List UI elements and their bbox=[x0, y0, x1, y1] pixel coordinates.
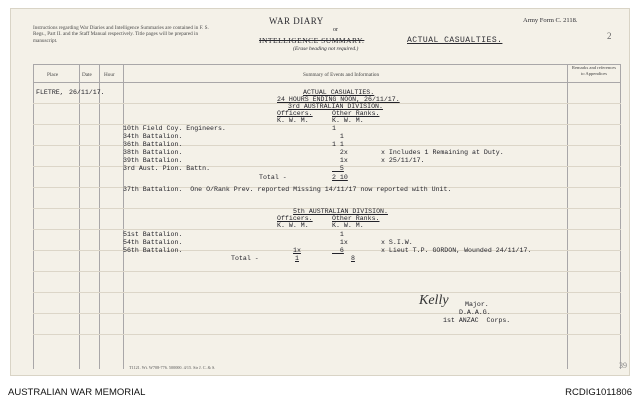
ruled-line bbox=[33, 313, 621, 314]
section1-row-unit: 39th Battalion. bbox=[123, 157, 183, 164]
army-form-label: Army Form C. 2118. bbox=[523, 17, 578, 24]
page-title: WAR DIARY bbox=[269, 16, 324, 26]
section1-row-unit: 10th Field Coy. Engineers. bbox=[123, 125, 226, 132]
signature-rank: Major. bbox=[465, 301, 489, 308]
section2-total-label: Total - bbox=[231, 255, 259, 262]
ruled-line bbox=[33, 166, 621, 167]
column-place: Place bbox=[47, 72, 59, 78]
section1-total-ranks: 2 10 bbox=[332, 174, 348, 181]
diary-page bbox=[10, 8, 630, 376]
section2-row-ranks: 1x bbox=[332, 239, 348, 246]
ruled-line bbox=[33, 124, 621, 125]
column-remarks: Remarks and references to Appendices bbox=[571, 65, 617, 76]
section1-row-ranks: 1x bbox=[332, 157, 348, 164]
missing-note: 37th Battalion. One O/Rank Prev. reported Missing 14/11/17 now reported with Unit. bbox=[123, 186, 452, 193]
struck-title: INTELLIGENCE SUMMARY. bbox=[259, 36, 365, 45]
section2-row-note: x Lieut T.P. GORDON, Wounded 24/11/17. bbox=[381, 247, 532, 254]
section1-officers-label: Officers. bbox=[277, 110, 313, 117]
section1-division: 3rd AUSTRALIAN DIVISION. bbox=[288, 103, 383, 110]
or-text: or bbox=[333, 27, 338, 33]
section1-row-note: x 25/11/17. bbox=[381, 157, 425, 164]
section2-other-ranks-label: Other Ranks. bbox=[332, 215, 380, 222]
section2-row-officers: 1x bbox=[293, 247, 301, 254]
pencil-mark: 2 bbox=[607, 31, 612, 41]
ruled-line bbox=[33, 250, 621, 251]
signature-role: D.A.A.G. bbox=[459, 309, 491, 316]
section1-row-ranks: 1 bbox=[332, 125, 336, 132]
header-top-rule bbox=[33, 64, 621, 65]
section1-kwm-ranks: K. W. M. bbox=[332, 117, 364, 124]
section2-officers-label: Officers. bbox=[277, 215, 313, 222]
section1-row-unit: 3rd Aust. Pion. Battn. bbox=[123, 165, 211, 172]
section2-division: 5th AUSTRALIAN DIVISION. bbox=[293, 208, 388, 215]
section1-row-ranks: 1 bbox=[332, 133, 344, 140]
section1-row-note: x Includes 1 Remaining at Duty. bbox=[381, 149, 504, 156]
footer-identifier: RCDIG1011806 bbox=[565, 387, 632, 398]
signature-unit: 1st ANZAC Corps. bbox=[443, 317, 511, 324]
hour-column-divider bbox=[123, 64, 124, 369]
section1-total-label: Total - bbox=[259, 174, 287, 181]
section2-row-ranks: 1 bbox=[332, 231, 344, 238]
section1-subtitle: 24 HOURS ENDING NOON, 26/11/17. bbox=[277, 96, 400, 103]
ruled-line bbox=[33, 271, 621, 272]
printer-imprint: T1121. Wt. W708-776. 500000. 4/15. Sir J. C. & S. bbox=[129, 365, 216, 370]
place-column-divider bbox=[79, 64, 80, 369]
section1-row-unit: 36th Battalion. bbox=[123, 141, 183, 148]
erase-note: (Erase heading not required.) bbox=[293, 46, 359, 52]
entry-place: FLETRE, bbox=[36, 89, 64, 96]
column-date: Date bbox=[82, 72, 92, 78]
section1-title: ACTUAL CASUALTIES. bbox=[303, 89, 375, 96]
instructions-text: Instructions regarding War Diaries and Intelligence Summaries are contained in F. S. Regs., Part II. and the Staff Manual respectively. Title pages will be prepared in manuscript. bbox=[33, 25, 209, 44]
handwritten-signature: Kelly bbox=[419, 293, 449, 308]
section2-row-note: x S.I.W. bbox=[381, 239, 413, 246]
section2-kwm-officers: K. W. M. bbox=[277, 222, 309, 229]
page-number-pencil: 39 bbox=[619, 361, 627, 370]
section1-kwm-officers: K. W. M. bbox=[277, 117, 309, 124]
diary-heading: ACTUAL CASUALTIES. bbox=[407, 36, 503, 45]
section2-row-unit: 51st Battalion. bbox=[123, 231, 183, 238]
ruled-line bbox=[33, 229, 621, 230]
section2-total-ranks: 8 bbox=[351, 255, 355, 262]
ruled-line bbox=[33, 334, 621, 335]
section1-row-unit: 38th Battalion. bbox=[123, 149, 183, 156]
entry-date: 26/11/17. bbox=[69, 89, 105, 96]
column-hour: Hour bbox=[104, 72, 115, 78]
section1-row-ranks: 2x bbox=[332, 149, 348, 156]
table-right-border bbox=[620, 64, 621, 369]
section1-other-ranks-label: Other Ranks. bbox=[332, 110, 380, 117]
table-left-border bbox=[33, 64, 34, 369]
section1-row-ranks: 5 bbox=[332, 165, 344, 172]
remarks-column-divider bbox=[567, 64, 568, 369]
ruled-line bbox=[33, 145, 621, 146]
section2-row-unit: 54th Battalion. bbox=[123, 239, 183, 246]
section2-kwm-ranks: K. W. M. bbox=[332, 222, 364, 229]
section2-row-ranks: 6 bbox=[332, 247, 344, 254]
section1-row-ranks: 1 1 bbox=[332, 141, 344, 148]
ruled-line bbox=[33, 292, 621, 293]
footer-institution: AUSTRALIAN WAR MEMORIAL bbox=[8, 387, 146, 398]
section1-row-unit: 34th Battalion. bbox=[123, 133, 183, 140]
header-bottom-rule bbox=[33, 82, 621, 83]
section2-total-officers: 1 bbox=[295, 255, 299, 262]
date-column-divider bbox=[99, 64, 100, 369]
section2-row-unit: 56th Battalion. bbox=[123, 247, 183, 254]
column-summary: Summary of Events and Information bbox=[303, 72, 380, 78]
